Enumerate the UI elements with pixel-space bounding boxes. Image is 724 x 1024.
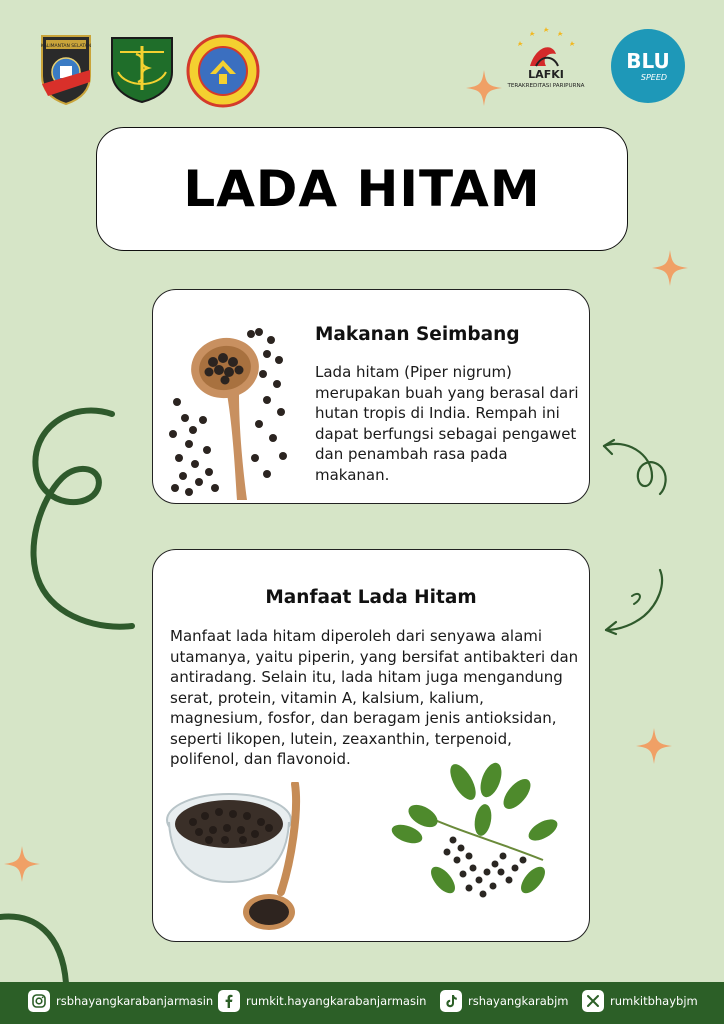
title-box	[96, 127, 628, 251]
lafki-logo	[496, 24, 592, 94]
blu-title: BLU	[626, 49, 670, 73]
card2-body: Manfaat lada hitam diperoleh dari senyawa alami utamanya, yaitu piperin, yang bersifat antibakteri dan antiradang. Selain itu, lada hitam juga mengandung serat, protein, vitamin A, kalsium, kalium, magnesium, fosfor, dan beragam jenis antioksidan, seperti likopen, lutein, zeaxanthin, terpenoid, polifenol, dan flavonoid.	[170, 627, 579, 768]
tiktok-icon	[440, 990, 462, 1012]
decorative-arrow-right-1	[596, 432, 676, 502]
card-makanan-seimbang	[152, 289, 590, 504]
tiktok-link[interactable]	[440, 990, 568, 1012]
card-manfaat-lada-hitam	[152, 549, 590, 942]
lafki-title: LAFKI	[528, 68, 564, 81]
decorative-swirl-left	[0, 400, 150, 640]
tiktok-handle: rshayangkarabjm	[468, 994, 569, 1008]
instagram-handle: rsbhayangkarabanjarmasin	[56, 994, 214, 1008]
card1-heading: Makanan Seimbang	[315, 324, 520, 345]
facebook-icon	[218, 990, 240, 1012]
blu-speed-logo	[610, 28, 686, 104]
lafki-subtitle: TERAKREDITASI PARIPURNA	[507, 83, 585, 89]
instagram-link[interactable]	[28, 990, 213, 1012]
x-icon	[582, 990, 604, 1012]
facebook-link[interactable]	[218, 990, 426, 1012]
badge-text: KALIMANTAN SELATAN	[40, 44, 92, 49]
x-handle: rumkitbhaybjm	[610, 994, 698, 1008]
decorative-arrow-right-2	[600, 564, 670, 636]
x-link[interactable]	[582, 990, 698, 1012]
decorative-arc-bottom-left	[0, 905, 80, 985]
card2-heading: Manfaat Lada Hitam	[265, 587, 477, 608]
blu-subtitle: SPEED	[640, 73, 668, 82]
rs-bhayangkara-seal-logo	[186, 34, 260, 108]
page-title: LADA HITAM	[183, 160, 541, 218]
sparkle-icon	[650, 248, 690, 288]
sparkle-icon	[634, 726, 674, 766]
facebook-handle: rumkit.hayangkarabanjarmasin	[246, 994, 427, 1008]
sparkle-icon	[2, 844, 42, 884]
pepper-spoon-image	[163, 320, 313, 500]
card1-body: Lada hitam (Piper nigrum) merupakan buah yang berasal dari hutan tropis di India. Rempah ini dapat berfungsi sebagai pengawet dan penambah rasa pada makanan.	[315, 363, 579, 484]
footer-social-bar	[0, 982, 724, 1024]
kedokteran-kesehatan-emblem-logo	[106, 32, 178, 104]
pepper-bowl-image	[163, 782, 313, 942]
polda-kalsel-badge-logo	[38, 30, 94, 106]
instagram-icon	[28, 990, 50, 1012]
pepper-plant-image	[383, 760, 563, 920]
